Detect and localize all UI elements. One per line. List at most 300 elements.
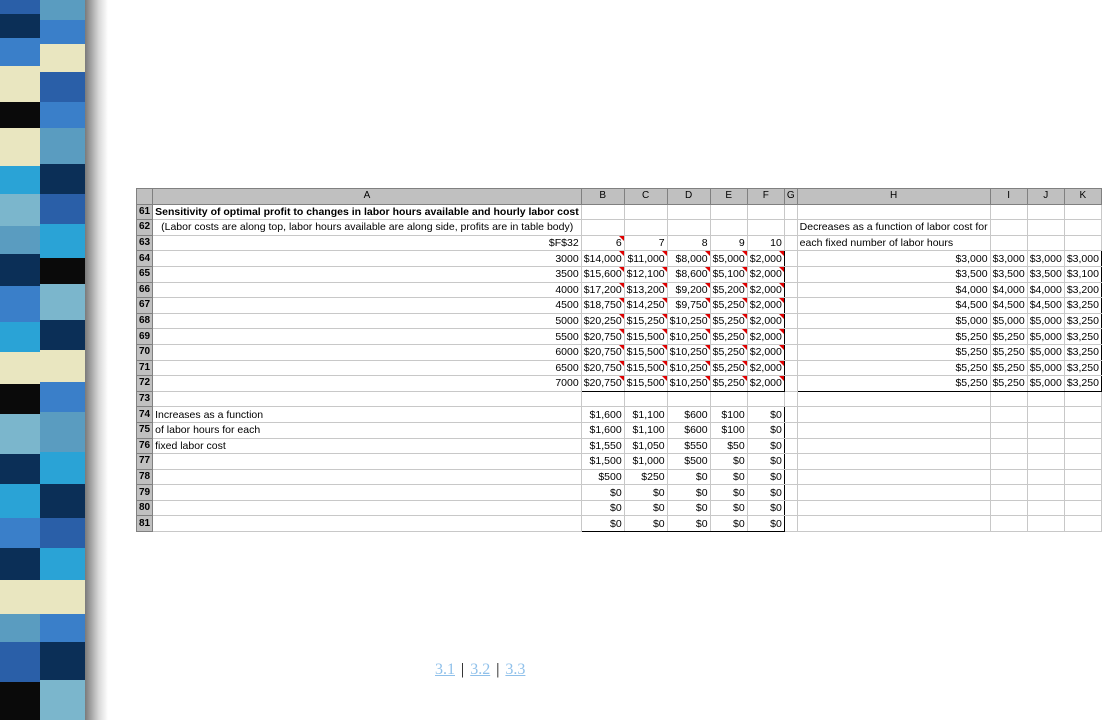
cell-A67[interactable]: 4500 [153,298,582,314]
cell-H62[interactable]: Decreases as a function of labor cost for [797,220,990,236]
column-header[interactable]: A [153,189,582,205]
cell-I80[interactable] [990,500,1027,516]
cell-J71[interactable]: $5,000 [1027,360,1064,376]
cell-E77[interactable]: $0 [710,454,747,470]
stripe-block [40,580,85,614]
cell-K67[interactable]: $3,250 [1064,298,1101,314]
cell-D70[interactable]: $10,250 [667,344,710,360]
cell-F78[interactable]: $0 [747,469,784,485]
cell-D75[interactable]: $600 [667,422,710,438]
cell-C74[interactable]: $1,100 [624,407,667,423]
cell-B63[interactable]: 6 [581,235,624,251]
cell-F80[interactable]: $0 [747,500,784,516]
cell-D63[interactable]: 8 [667,235,710,251]
cell-B67[interactable]: $18,750 [581,298,624,314]
row-header[interactable]: 67 [137,298,153,314]
cell-G67[interactable] [784,298,797,314]
cell-E66[interactable]: $5,200 [710,282,747,298]
cell-K76[interactable] [1064,438,1101,454]
cell-J61[interactable] [1027,204,1064,220]
cell-H66[interactable]: $4,000 [797,282,990,298]
cell-I63[interactable] [990,235,1027,251]
table-row [137,204,1102,220]
cell-G72[interactable] [784,376,797,392]
cell-J77[interactable] [1027,454,1064,470]
cell-H78[interactable] [797,469,990,485]
cell-I75[interactable] [990,422,1027,438]
cell-F69[interactable]: $2,000 [747,329,784,345]
stripe-block [40,484,85,518]
cell-D76[interactable]: $550 [667,438,710,454]
cell-E62[interactable] [710,220,747,236]
stripe-block [40,128,85,164]
cell-J72[interactable]: $5,000 [1027,376,1064,392]
cell-C64[interactable]: $11,000 [624,251,667,267]
stripe-block [0,38,40,66]
cell-K73[interactable] [1064,391,1101,407]
cell-I67[interactable]: $4,500 [990,298,1027,314]
cell-F62[interactable] [747,220,784,236]
row-header[interactable]: 61 [137,204,153,220]
cell-C77[interactable]: $1,000 [624,454,667,470]
link-3-2[interactable]: 3.2 [470,661,491,678]
cell-D68[interactable]: $10,250 [667,313,710,329]
cell-J69[interactable]: $5,000 [1027,329,1064,345]
cell-H80[interactable] [797,500,990,516]
cell-J80[interactable] [1027,500,1064,516]
cell-J74[interactable] [1027,407,1064,423]
cell-J79[interactable] [1027,485,1064,501]
table-row [137,235,1102,251]
cell-B71[interactable]: $20,750 [581,360,624,376]
cell-B76[interactable]: $1,550 [581,438,624,454]
stripe-block [0,614,40,642]
column-header[interactable]: J [1027,189,1064,205]
stripe-block [40,164,85,194]
table-row [137,344,1102,360]
cell-G71[interactable] [784,360,797,376]
cell-D77[interactable]: $500 [667,454,710,470]
cell-E71[interactable]: $5,250 [710,360,747,376]
cell-H74[interactable] [797,407,990,423]
cell-H79[interactable] [797,485,990,501]
cell-E81[interactable]: $0 [710,516,747,532]
row-header[interactable]: 80 [137,500,153,516]
cell-D65[interactable]: $8,600 [667,266,710,282]
stripe-block [0,384,40,414]
cell-E76[interactable]: $50 [710,438,747,454]
cell-F68[interactable]: $2,000 [747,313,784,329]
cell-I68[interactable]: $5,000 [990,313,1027,329]
cell-K79[interactable] [1064,485,1101,501]
cell-J78[interactable] [1027,469,1064,485]
cell-B73[interactable] [581,391,624,407]
cell-H64[interactable]: $3,000 [797,251,990,267]
cell-B75[interactable]: $1,600 [581,422,624,438]
column-header[interactable]: G [784,189,797,205]
cell-C67[interactable]: $14,250 [624,298,667,314]
cell-J76[interactable] [1027,438,1064,454]
spreadsheet-grid [136,188,1102,532]
cell-K65[interactable]: $3,100 [1064,266,1101,282]
cell-B68[interactable]: $20,250 [581,313,624,329]
stripe-block [0,0,40,14]
stripe-block [40,320,85,350]
cell-B61[interactable] [581,204,624,220]
cell-D64[interactable]: $8,000 [667,251,710,267]
cell-E63[interactable]: 9 [710,235,747,251]
cell-G69[interactable] [784,329,797,345]
row-header[interactable]: 64 [137,251,153,267]
cell-F63[interactable]: 10 [747,235,784,251]
cell-I69[interactable]: $5,250 [990,329,1027,345]
cell-A75[interactable]: of labor hours for each [153,422,582,438]
cell-D74[interactable]: $600 [667,407,710,423]
table-row [137,298,1102,314]
cell-C62[interactable] [624,220,667,236]
stripe-block [40,350,85,382]
cell-K63[interactable] [1064,235,1101,251]
cell-K80[interactable] [1064,500,1101,516]
cell-C81[interactable]: $0 [624,516,667,532]
cell-H73[interactable] [797,391,990,407]
cell-C71[interactable]: $15,500 [624,360,667,376]
cell-B77[interactable]: $1,500 [581,454,624,470]
cell-I70[interactable]: $5,250 [990,344,1027,360]
cell-A73[interactable] [153,391,582,407]
cell-H61[interactable] [797,204,990,220]
cell-I76[interactable] [990,438,1027,454]
cell-D66[interactable]: $9,200 [667,282,710,298]
cell-B79[interactable]: $0 [581,485,624,501]
cell-J66[interactable]: $4,000 [1027,282,1064,298]
cell-F75[interactable]: $0 [747,422,784,438]
cell-H77[interactable] [797,454,990,470]
cell-A72[interactable]: 7000 [153,376,582,392]
cell-G80[interactable] [784,500,797,516]
row-header[interactable]: 62 [137,220,153,236]
cell-E75[interactable]: $100 [710,422,747,438]
cell-K78[interactable] [1064,469,1101,485]
cell-F64[interactable]: $2,000 [747,251,784,267]
stripe-block [40,44,85,72]
cell-I71[interactable]: $5,250 [990,360,1027,376]
stripe-block [40,20,85,44]
stripe-block [0,254,40,286]
cell-A74[interactable]: Increases as a function [153,407,582,423]
column-header[interactable]: B [581,189,624,205]
cell-G62[interactable] [784,220,797,236]
cell-G79[interactable] [784,485,797,501]
cell-F79[interactable]: $0 [747,485,784,501]
cell-D73[interactable] [667,391,710,407]
cell-A62[interactable]: (Labor costs are along top, labor hours available are along side, profits are in table body) [153,220,582,236]
cell-D62[interactable] [667,220,710,236]
row-header[interactable]: 72 [137,376,153,392]
cell-C69[interactable]: $15,500 [624,329,667,345]
cell-F65[interactable]: $2,000 [747,266,784,282]
cell-K61[interactable] [1064,204,1101,220]
cell-F72[interactable]: $2,000 [747,376,784,392]
cell-E68[interactable]: $5,250 [710,313,747,329]
cell-E65[interactable]: $5,100 [710,266,747,282]
cell-H63[interactable]: each fixed number of labor hours [797,235,990,251]
cell-E73[interactable] [710,391,747,407]
cell-B80[interactable]: $0 [581,500,624,516]
cell-B72[interactable]: $20,750 [581,376,624,392]
cell-F61[interactable] [747,204,784,220]
cell-G74[interactable] [784,407,797,423]
select-all-corner[interactable] [137,189,153,205]
stripe-block [0,352,40,384]
row-header[interactable]: 74 [137,407,153,423]
cell-D80[interactable]: $0 [667,500,710,516]
stripe-block [0,194,40,226]
cell-B66[interactable]: $17,200 [581,282,624,298]
stripe-block [40,452,85,484]
cell-J67[interactable]: $4,500 [1027,298,1064,314]
row-header[interactable]: 73 [137,391,153,407]
stripe-block [0,226,40,254]
cell-I77[interactable] [990,454,1027,470]
cell-E72[interactable]: $5,250 [710,376,747,392]
cell-I62[interactable] [990,220,1027,236]
link-3-1[interactable]: 3.1 [435,661,455,678]
cell-D78[interactable]: $0 [667,469,710,485]
cell-A80[interactable] [153,500,582,516]
cell-J68[interactable]: $5,000 [1027,313,1064,329]
cell-K72[interactable]: $3,250 [1064,376,1101,392]
cell-G68[interactable] [784,313,797,329]
cell-K69[interactable]: $3,250 [1064,329,1101,345]
column-header[interactable]: E [710,189,747,205]
cell-A64[interactable]: 3000 [153,251,582,267]
stripe-shadow [85,0,108,720]
stripe-block [40,258,85,284]
stripe-block [0,682,40,720]
cell-J81[interactable] [1027,516,1064,532]
cell-F73[interactable] [747,391,784,407]
cell-I78[interactable] [990,469,1027,485]
row-header[interactable]: 77 [137,454,153,470]
cell-F66[interactable]: $2,000 [747,282,784,298]
row-header[interactable]: 65 [137,266,153,282]
table-row [137,391,1102,407]
cell-B70[interactable]: $20,750 [581,344,624,360]
cell-D69[interactable]: $10,250 [667,329,710,345]
row-header[interactable]: 75 [137,422,153,438]
cell-J70[interactable]: $5,000 [1027,344,1064,360]
cell-F70[interactable]: $2,000 [747,344,784,360]
cell-G70[interactable] [784,344,797,360]
cell-C72[interactable]: $15,500 [624,376,667,392]
cell-A68[interactable]: 5000 [153,313,582,329]
cell-G76[interactable] [784,438,797,454]
cell-C76[interactable]: $1,050 [624,438,667,454]
cell-J64[interactable]: $3,000 [1027,251,1064,267]
cell-E61[interactable] [710,204,747,220]
cell-B69[interactable]: $20,750 [581,329,624,345]
row-header[interactable]: 76 [137,438,153,454]
cell-K68[interactable]: $3,250 [1064,313,1101,329]
table-row [137,376,1102,392]
cell-J65[interactable]: $3,500 [1027,266,1064,282]
row-header[interactable]: 79 [137,485,153,501]
cell-F77[interactable]: $0 [747,454,784,470]
cell-F74[interactable]: $0 [747,407,784,423]
cell-I64[interactable]: $3,000 [990,251,1027,267]
cell-K70[interactable]: $3,250 [1064,344,1101,360]
cell-K64[interactable]: $3,000 [1064,251,1101,267]
cell-C80[interactable]: $0 [624,500,667,516]
cell-A69[interactable]: 5500 [153,329,582,345]
stripe-block [0,128,40,166]
cell-A81[interactable] [153,516,582,532]
cell-C66[interactable]: $13,200 [624,282,667,298]
cell-B78[interactable]: $500 [581,469,624,485]
cell-I61[interactable] [990,204,1027,220]
cell-H67[interactable]: $4,500 [797,298,990,314]
cell-D72[interactable]: $10,250 [667,376,710,392]
cell-K66[interactable]: $3,200 [1064,282,1101,298]
cell-G73[interactable] [784,391,797,407]
cell-I74[interactable] [990,407,1027,423]
cell-I73[interactable] [990,391,1027,407]
cell-H76[interactable] [797,438,990,454]
cell-H71[interactable]: $5,250 [797,360,990,376]
row-header[interactable]: 78 [137,469,153,485]
cell-C68[interactable]: $15,250 [624,313,667,329]
cell-C70[interactable]: $15,500 [624,344,667,360]
cell-H69[interactable]: $5,250 [797,329,990,345]
link-3-3[interactable]: 3.3 [505,661,526,678]
cell-E78[interactable]: $0 [710,469,747,485]
cell-A65[interactable]: 3500 [153,266,582,282]
cell-G61[interactable] [784,204,797,220]
cell-G63[interactable] [784,235,797,251]
column-header[interactable]: H [797,189,990,205]
cell-D61[interactable] [667,204,710,220]
cell-H68[interactable]: $5,000 [797,313,990,329]
column-header[interactable]: F [747,189,784,205]
stripe-block [40,642,85,680]
cell-E79[interactable]: $0 [710,485,747,501]
cell-J63[interactable] [1027,235,1064,251]
cell-E70[interactable]: $5,250 [710,344,747,360]
cell-A63[interactable]: $F$32 [153,235,582,251]
cell-I81[interactable] [990,516,1027,532]
cell-A61[interactable]: Sensitivity of optimal profit to changes in labor hours available and hourly labor cost [153,204,582,220]
row-header[interactable]: 81 [137,516,153,532]
stripe-block [40,102,85,128]
cell-E74[interactable]: $100 [710,407,747,423]
cell-F76[interactable]: $0 [747,438,784,454]
cell-E80[interactable]: $0 [710,500,747,516]
cell-A79[interactable] [153,485,582,501]
column-header[interactable]: D [667,189,710,205]
cell-H75[interactable] [797,422,990,438]
cell-C65[interactable]: $12,100 [624,266,667,282]
cell-D81[interactable]: $0 [667,516,710,532]
row-header[interactable]: 68 [137,313,153,329]
cell-H81[interactable] [797,516,990,532]
column-header[interactable]: I [990,189,1027,205]
row-header[interactable]: 70 [137,344,153,360]
cell-C79[interactable]: $0 [624,485,667,501]
cell-I65[interactable]: $3,500 [990,266,1027,282]
row-header[interactable]: 63 [137,235,153,251]
cell-B74[interactable]: $1,600 [581,407,624,423]
cell-J73[interactable] [1027,391,1064,407]
cell-K77[interactable] [1064,454,1101,470]
cell-C78[interactable]: $250 [624,469,667,485]
cell-C63[interactable]: 7 [624,235,667,251]
cell-H65[interactable]: $3,500 [797,266,990,282]
row-header[interactable]: 69 [137,329,153,345]
cell-A66[interactable]: 4000 [153,282,582,298]
cell-A76[interactable]: fixed labor cost [153,438,582,454]
cell-B81[interactable]: $0 [581,516,624,532]
cell-B65[interactable]: $15,600 [581,266,624,282]
cell-F81[interactable]: $0 [747,516,784,532]
cell-K62[interactable] [1064,220,1101,236]
cell-E67[interactable]: $5,250 [710,298,747,314]
column-header[interactable]: C [624,189,667,205]
cell-D67[interactable]: $9,750 [667,298,710,314]
cell-G77[interactable] [784,454,797,470]
cell-G65[interactable] [784,266,797,282]
cell-G81[interactable] [784,516,797,532]
cell-G64[interactable] [784,251,797,267]
cell-B64[interactable]: $14,000 [581,251,624,267]
cell-H70[interactable]: $5,250 [797,344,990,360]
column-header[interactable]: K [1064,189,1101,205]
cell-E69[interactable]: $5,250 [710,329,747,345]
cell-F71[interactable]: $2,000 [747,360,784,376]
cell-I72[interactable]: $5,250 [990,376,1027,392]
cell-A70[interactable]: 6000 [153,344,582,360]
row-header[interactable]: 66 [137,282,153,298]
cell-C75[interactable]: $1,100 [624,422,667,438]
stripe-block [0,518,40,548]
cell-I66[interactable]: $4,000 [990,282,1027,298]
cell-K81[interactable] [1064,516,1101,532]
table-row [137,313,1102,329]
cell-E64[interactable]: $5,000 [710,251,747,267]
cell-F67[interactable]: $2,000 [747,298,784,314]
cell-I79[interactable] [990,485,1027,501]
spreadsheet [136,188,1102,532]
cell-A77[interactable] [153,454,582,470]
cell-D79[interactable]: $0 [667,485,710,501]
cell-A78[interactable] [153,469,582,485]
cell-B62[interactable] [581,220,624,236]
cell-J75[interactable] [1027,422,1064,438]
cell-C61[interactable] [624,204,667,220]
cell-D71[interactable]: $10,250 [667,360,710,376]
cell-G75[interactable] [784,422,797,438]
cell-K71[interactable]: $3,250 [1064,360,1101,376]
cell-H72[interactable]: $5,250 [797,376,990,392]
cell-K74[interactable] [1064,407,1101,423]
cell-G78[interactable] [784,469,797,485]
cell-K75[interactable] [1064,422,1101,438]
cell-A71[interactable]: 6500 [153,360,582,376]
cell-C73[interactable] [624,391,667,407]
cell-J62[interactable] [1027,220,1064,236]
cell-G66[interactable] [784,282,797,298]
row-header[interactable]: 71 [137,360,153,376]
